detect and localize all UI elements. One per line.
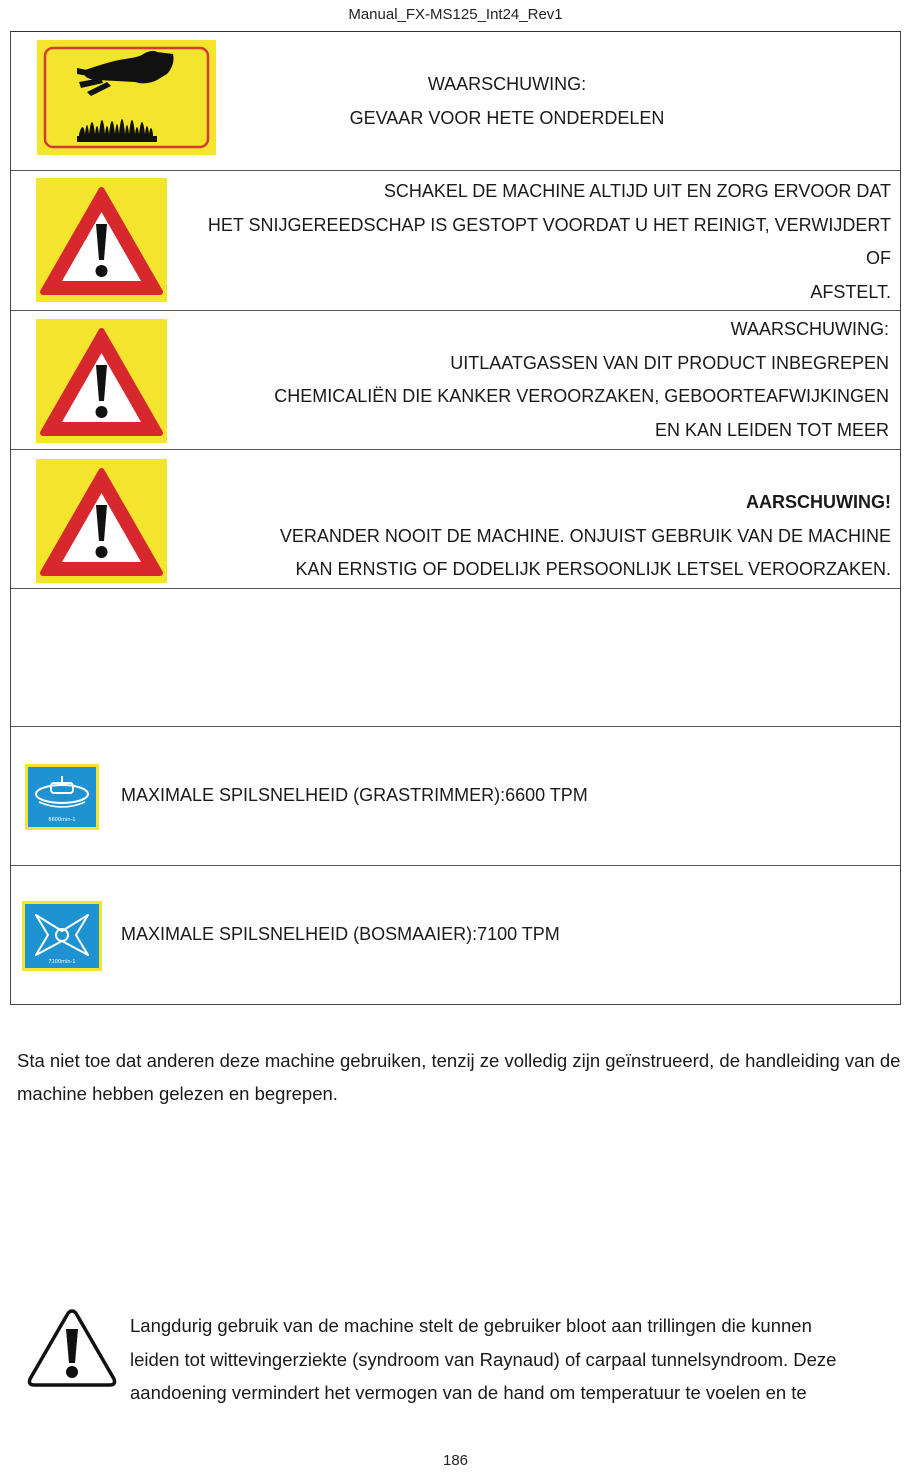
exhaust-text <box>189 313 889 447</box>
hot-surface-icon <box>37 40 216 160</box>
brushcutter-speed-text: MAXIMALE SPILSNELHEID (BOSMAAIER):7100 TPM <box>121 924 560 944</box>
document-title: Manual_FX-MS125_Int24_Rev1 <box>348 6 563 23</box>
table-row-empty <box>11 589 900 727</box>
table-row-hot-surface <box>11 32 900 171</box>
warning-line: AFSTELT. <box>810 281 891 302</box>
trimmer-speed-caption: 6600min-1 <box>48 817 76 823</box>
warning-line: UITLAATGASSEN VAN DIT PRODUCT INBEGREPEN <box>450 352 889 373</box>
vibration-text <box>130 1309 905 1410</box>
table-row-trimmer-speed <box>11 727 900 866</box>
warning-line-rest: VERANDER NOOIT DE MACHINE. ONJUIST GEBRUIK VAN DE MACHINE <box>274 525 891 546</box>
warning-detail: GEVAAR VOOR HETE ONDERDELEN <box>349 107 665 128</box>
warning-line: CHEMICALIËN DIE KANKER VEROORZAKEN, GEBOORTEAFWIJKINGEN <box>274 386 889 406</box>
table-row-exhaust <box>11 311 900 450</box>
instruction-paragraph: Sta niet toe dat anderen deze machine gebruiken, tenzij ze volledig zijn geïnstrueerd, de handleiding van de machine hebben gelezen en begrepen. <box>17 1050 901 1104</box>
warning-bold-lead: AARSCHUWING! <box>746 492 891 512</box>
warning-line: EN KAN LEIDEN TOT MEER <box>654 419 889 440</box>
warning-line: KAN ERNSTIG OF DODELIJK PERSOONLIJK LETSEL VEROORZAKEN. <box>295 559 891 579</box>
brush-blade-icon <box>22 901 102 976</box>
warning-heading: WAARSCHUWING: <box>730 319 889 339</box>
warning-triangle-icon <box>36 178 167 307</box>
warning-triangle-icon <box>36 459 167 588</box>
page-number: 186 <box>442 1452 469 1469</box>
hot-surface-text <box>301 68 713 135</box>
table-row-switch-off <box>11 171 900 311</box>
vibration-line: aandoening vermindert het vermogen van de hand om temperatuur te voelen en te <box>130 1382 807 1403</box>
warning-triangle-icon <box>36 319 167 448</box>
table-row-brushcutter-speed <box>11 866 900 1005</box>
warning-line: HET SNIJGEREEDSCHAP IS GESTOPT VOORDAT U HET REINIGT, VERWIJDERT OF <box>207 214 891 268</box>
trimmer-head-icon <box>25 764 99 835</box>
warning-line <box>151 486 891 553</box>
vibration-line: Langdurig gebruik van de machine stelt de gebruiker bloot aan trillingen die kunnen <box>130 1315 812 1336</box>
modification-text <box>151 486 891 587</box>
switch-off-text <box>189 175 891 309</box>
vibration-line: leiden tot wittevingerziekte (syndroom van Raynaud) of carpaal tunnelsyndroom. Deze <box>130 1348 837 1370</box>
table-row-modification <box>11 450 900 589</box>
warning-outline-icon <box>24 1305 120 1396</box>
safety-symbols-table <box>10 32 901 1005</box>
brushcutter-speed-caption: 7100min-1 <box>48 959 76 965</box>
warning-heading: WAARSCHUWING: <box>427 74 587 94</box>
trimmer-speed-text: MAXIMALE SPILSNELHEID (GRASTRIMMER):6600 TPM <box>121 785 588 805</box>
warning-line: SCHAKEL DE MACHINE ALTIJD UIT EN ZORG ERVOOR DAT <box>383 181 891 201</box>
